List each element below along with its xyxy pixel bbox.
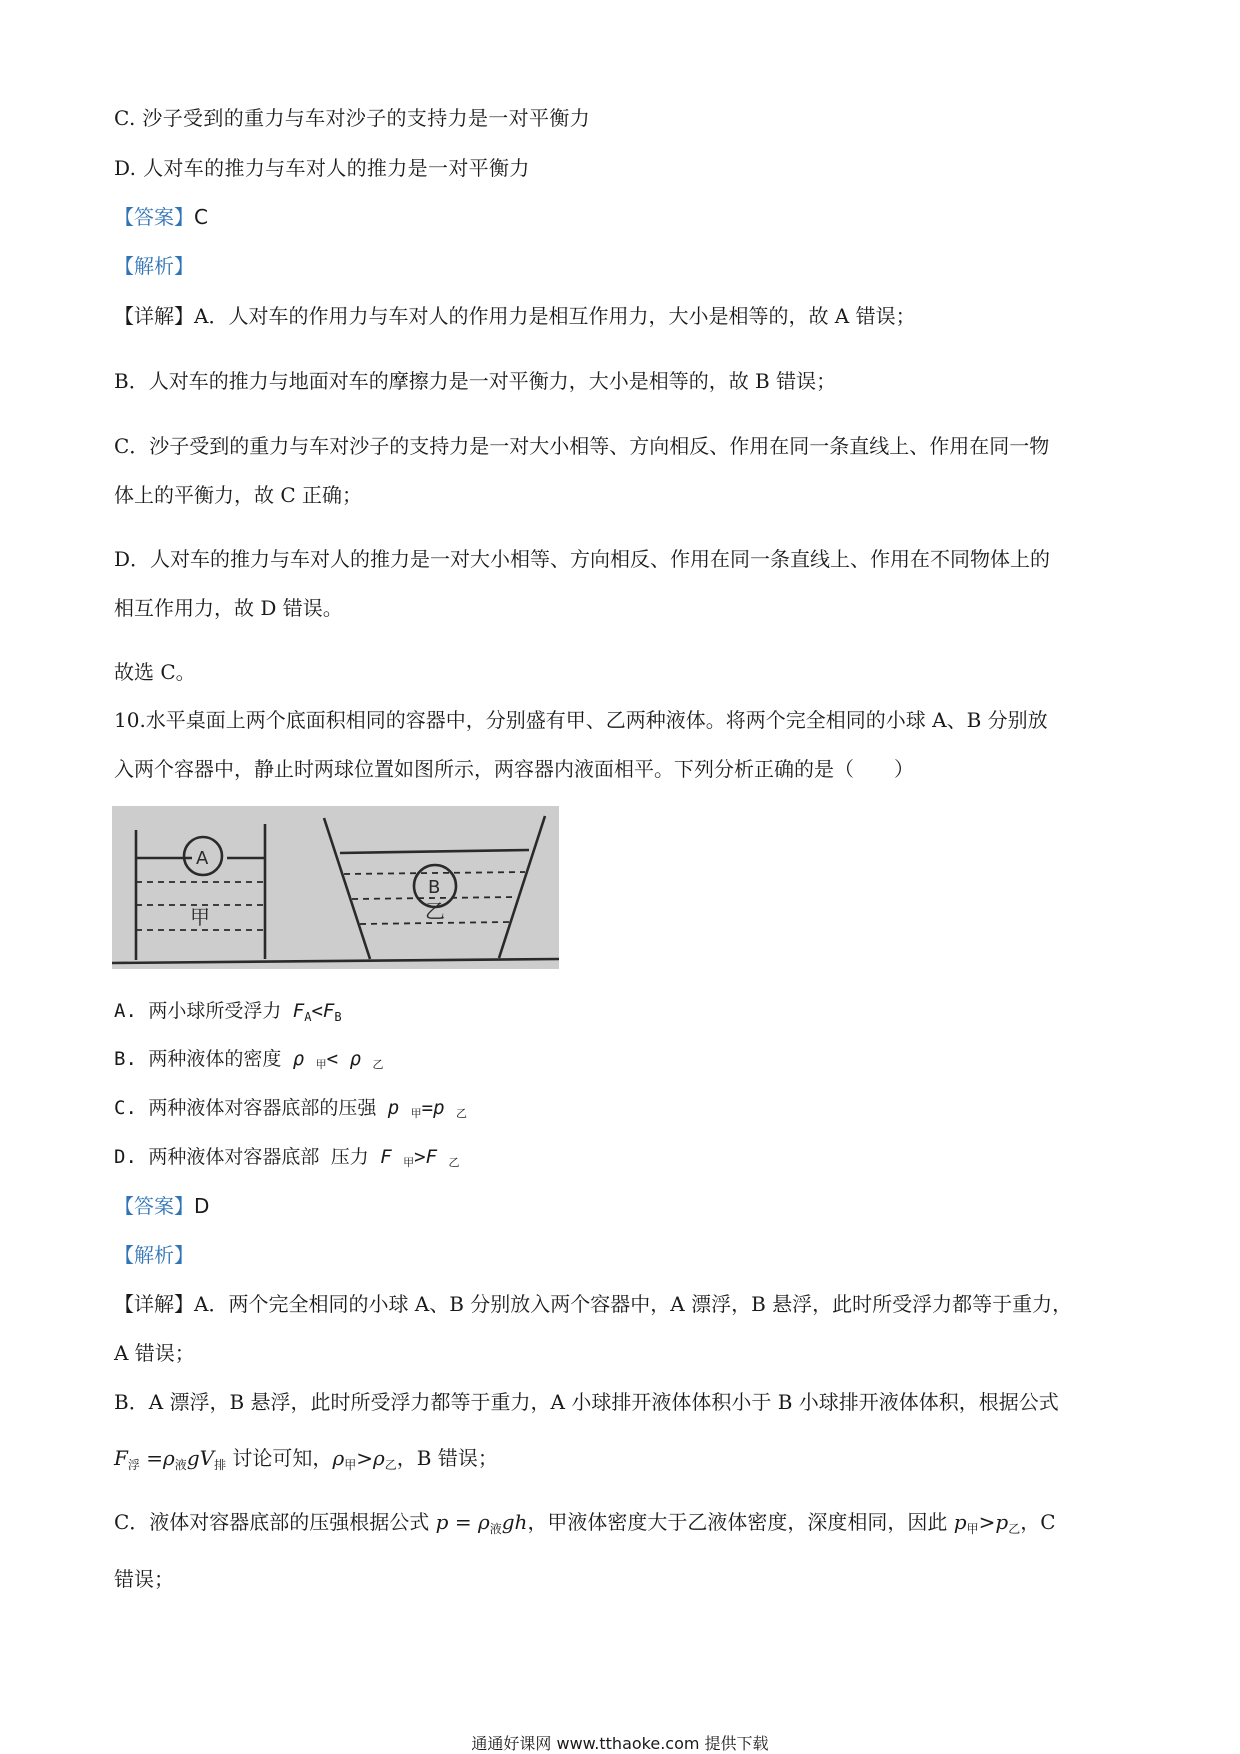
q10-detail-c1: C．液体对容器底部的压强根据公式 $p = \rho_液gh$，甲液体密度大于乙液体密度，深度相同，因此 $p_甲>p_乙$，C xyxy=(114,1510,1056,1536)
prev-detail-c2: 体上的平衡力，故 C 正确； xyxy=(114,483,363,507)
q10-stem-1: 10.水平桌面上两个底面积相同的容器中，分别盛有甲、乙两种液体。将两个完全相同的小球 A、B 分别放 xyxy=(114,708,1048,732)
answer-tag: 【答案】 xyxy=(114,1194,194,1218)
prev-option-d: D. 人对车的推力与车对人的推力是一对平衡力 xyxy=(114,156,530,180)
q10-option-a: A. 两小球所受浮力 $F_A<F_B$ xyxy=(114,1000,342,1024)
prev-detail-a: 【详解】A．人对车的作用力与车对人的作用力是相互作用力，大小是相等的，故 A 错误； xyxy=(114,304,916,328)
q10-detail-b1: B．A 漂浮，B 悬浮，此时所受浮力都等于重力，A 小球排开液体体积小于 B 小球排开液体体积，根据公式 xyxy=(114,1390,1059,1414)
q10-option-d: D. 两种液体对容器底部 压力 F 甲>F 乙 xyxy=(114,1146,460,1169)
q10-detail-b2: $F_浮 =\rho_液gV_排$ 讨论可知，$\rho_甲>\rho_乙$，B 错误； xyxy=(114,1446,498,1472)
ball-b-label: B xyxy=(428,877,441,898)
q10-stem-2: 入两个容器中，静止时两球位置如图所示，两容器内液面相平。下列分析正确的是（ ） xyxy=(114,757,914,781)
answer-value: D xyxy=(194,1194,210,1218)
detail-tag: 【详解】 xyxy=(114,1292,194,1316)
q10-detail-c2: 错误； xyxy=(114,1567,174,1591)
answer-tag: 【答案】 xyxy=(114,205,194,229)
q10-option-c: C. 两种液体对容器底部的压强 p 甲=p 乙 xyxy=(114,1097,468,1120)
q10-answer xyxy=(114,1192,209,1220)
answer-value: C xyxy=(194,205,208,229)
prev-detail-c1: C．沙子受到的重力与车对沙子的支持力是一对大小相等、方向相反、作用在同一条直线上、作用在同一物 xyxy=(114,434,1050,458)
q10-figure xyxy=(112,806,559,969)
detail-tag: 【详解】 xyxy=(114,304,194,328)
q10-detail-a2: A 错误； xyxy=(114,1341,195,1365)
prev-detail-d2: 相互作用力，故 D 错误。 xyxy=(114,596,343,620)
liquid-yi-label: 乙 xyxy=(425,899,445,923)
prev-detail-b: B．人对车的推力与地面对车的摩擦力是一对平衡力，大小是相等的，故 B 错误； xyxy=(114,369,837,393)
liquid-jia-label: 甲 xyxy=(190,905,210,929)
ball-a-label: A xyxy=(196,848,209,869)
q10-detail-a1: 【详解】A．两个完全相同的小球 A、B 分别放入两个容器中，A 漂浮，B 悬浮，此时所受浮力都等于重力， xyxy=(114,1292,1073,1316)
q10-analysis-tag: 【解析】 xyxy=(114,1243,194,1267)
q10-option-b: B. 两种液体的密度 ρ 甲< ρ 乙 xyxy=(114,1048,384,1071)
page-footer: 通通好课网 www.tthaoke.com 提供下载 xyxy=(471,1734,769,1753)
prev-option-c: C. 沙子受到的重力与车对沙子的支持力是一对平衡力 xyxy=(114,106,591,130)
prev-answer xyxy=(114,203,208,231)
prev-conclusion: 故选 C。 xyxy=(114,660,196,684)
prev-analysis-tag: 【解析】 xyxy=(114,254,194,278)
prev-detail-d1: D．人对车的推力与车对人的推力是一对大小相等、方向相反、作用在同一条直线上、作用在不同物体上的 xyxy=(114,547,1051,571)
